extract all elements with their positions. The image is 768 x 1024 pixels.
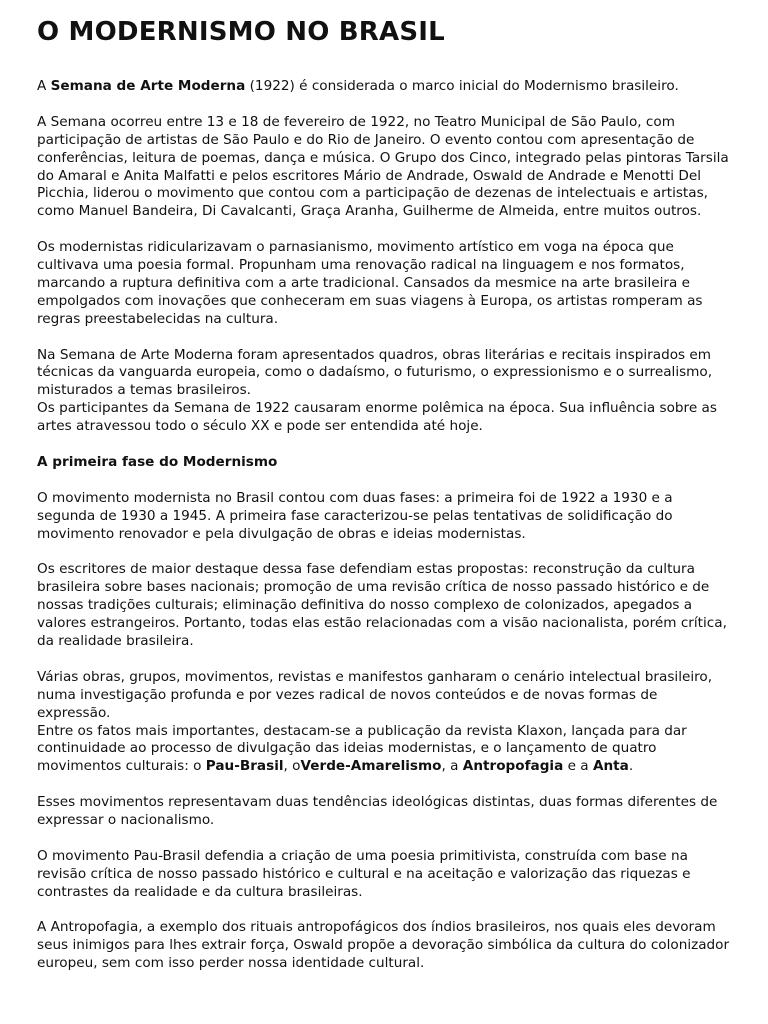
paragraph-movimentos: [37, 723, 732, 777]
paragraph-participantes: Os participantes da Semana de 1922 causaram enorme polêmica na época. Sua influência sobre as artes atravessou todo o século XX e pode ser entendida até hoje.: [37, 400, 717, 435]
paragraph-tendencias: Esses movimentos representavam duas tendências ideológicas distintas, duas formas diferentes de expressar o nacionalismo.: [37, 794, 718, 829]
intro-prefix: A: [37, 78, 51, 94]
movement-verde-amarelismo: Verde-Amarelismo: [300, 758, 442, 775]
paragraph-pau-brasil: O movimento Pau-Brasil defendia a criação de uma poesia primitivista, construída com base na revisão crítica de nosso passado histórico e cultural e na aceitação e valorização das riquezas e contrastes da realidade e da cultura brasileiras.: [37, 847, 691, 900]
movements-end: .: [628, 758, 634, 775]
paragraph-semana-details: A Semana ocorreu entre 13 e 18 de fevereiro de 1922, no Teatro Municipal de São Paulo, com participação de artistas de São Paulo e do Rio de Janeiro. O evento contou com apresentação de conferências, leitura de poemas, dança e música. O Grupo dos Cinco, integrado pelas pintoras Tarsila do Amaral e Anita Malfatti e pelos escritores Mário de Andrade, Oswald de Andrade e Menotti Del Picchia, liderou o movimento que contou com a participação de dezenas de intelectuais e artistas, como Manuel Bandeira, Di Cavalcanti, Graça Aranha, Guilherme de Almeida, entre muitos outros.: [37, 113, 729, 220]
paragraph-antropofagia: A Antropofagia, a exemplo dos rituais antropofágicos dos índios brasileiros, nos quais eles devoram seus inimigos para lhes extrair força, Oswald propõe a devoração simbólica da cultura do colonizador europeu, sem com isso perder nossa identidade cultural.: [37, 919, 730, 972]
movements-separator: e a: [563, 758, 593, 775]
paragraph-apresentacoes: Na Semana de Arte Moderna foram apresentados quadros, obras literárias e recitais inspirados em técnicas da vanguarda europeia, como o dadaísmo, o futurismo, o expressionismo e o surrealismo, misturados a temas brasileiros.: [37, 346, 713, 399]
intro-suffix: (1922) é considerada o marco inicial do Modernismo brasileiro.: [245, 78, 679, 94]
movements-separator: , a: [441, 758, 463, 775]
paragraph-propostas: Os escritores de maior destaque dessa fase defendiam estas propostas: reconstrução da cultura brasileira sobre bases nacionais; promoção de uma revisão crítica de nosso passado histórico e de nossas tradições culturais; eliminação definitiva do nosso complexo de colonizados, apegados a valores estrangeiros. Portanto, todas elas estão relacionadas com a visão nacionalista, porém crítica, da realidade brasileira.: [37, 561, 727, 649]
article-body: [37, 78, 732, 973]
paragraph-modernistas: Os modernistas ridicularizavam o parnasianismo, movimento artístico em voga na época que cultivava uma poesia formal. Propunham uma renovação radical na linguagem e nos formatos, marcando a ruptura definitiva com a arte tradicional. Cansados da mesmice na arte brasileira e empolgados com inovações que conheceram em suas viagens à Europa, os artistas romperam as regras preestabelecidas na cultura.: [37, 239, 703, 327]
page-title: O MODERNISMO NO BRASIL: [37, 17, 445, 47]
section-heading: A primeira fase do Modernismo: [37, 453, 278, 470]
intro-bold-term: Semana de Arte Moderna: [50, 78, 246, 94]
movements-prefix: Entre os fatos mais importantes, destacam-se a publicação da revista Klaxon, lançada para dar continuidade ao processo de divulgação das ideias modernistas, e o lançamento de quatro movimentos culturais: o: [37, 722, 687, 775]
paragraph-duas-fases: O movimento modernista no Brasil contou com duas fases: a primeira foi de 1922 a 1930 e a segunda de 1930 a 1945. A primeira fase caracterizou-se pelas tentativas de solidificação do movimento renovador e pela divulgação de obras e ideias modernistas.: [37, 489, 673, 542]
movement-pau-brasil: Pau-Brasil: [205, 758, 284, 775]
movement-anta: Anta: [592, 758, 629, 775]
movements-separator: , o: [283, 758, 301, 775]
intro-paragraph: [37, 78, 732, 96]
paragraph-obras-grupos: Várias obras, grupos, movimentos, revistas e manifestos ganharam o cenário intelectual brasileiro, numa investigação profunda e por vezes radical de novos conteúdos e de novas formas de expressão.: [37, 668, 713, 721]
movement-antropofagia: Antropofagia: [462, 758, 564, 775]
